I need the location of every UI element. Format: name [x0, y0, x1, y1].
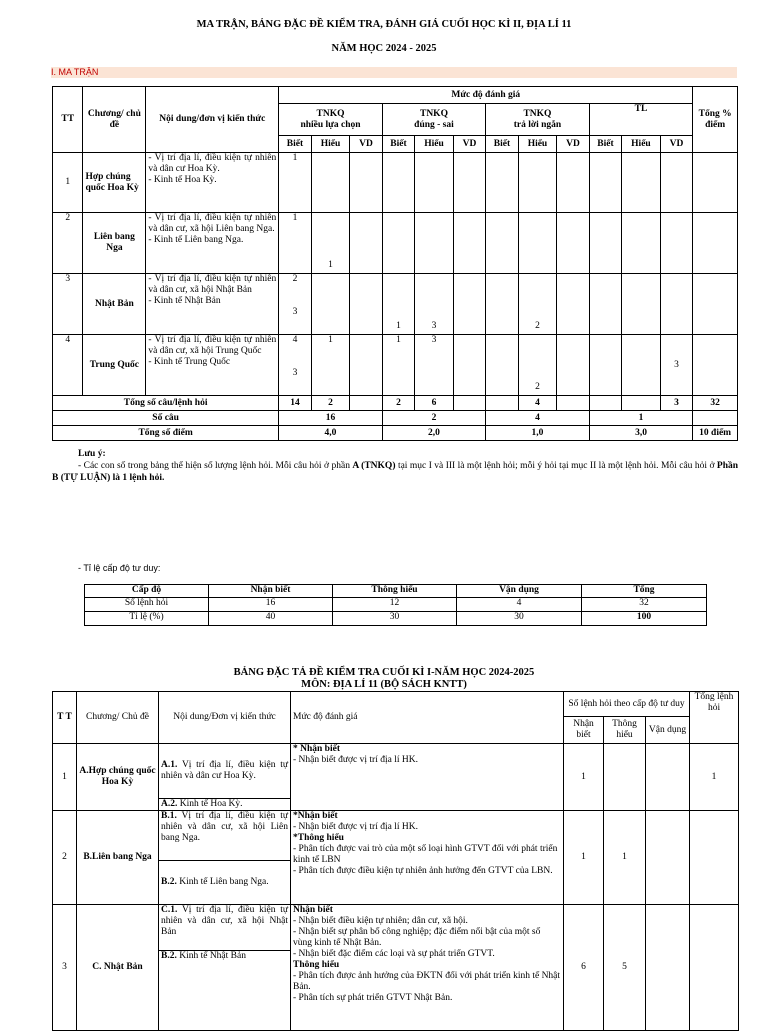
table-row: 2 Liên bang Nga - Vị trí địa lí, điều kiện tự nhiên và dân cư, xã hội Liên bang Nga. - Kinh tế Liên bang Nga. 1 1	[53, 213, 738, 274]
spec-header-chapter: Chương/ Chủ đề	[77, 692, 159, 744]
spec-table: T T Chương/ Chủ đề Nội dung/Đơn vị kiến thức Mức độ đánh giá Số lệnh hỏi theo cấp độ tư duy Tổng lệnh hỏi Nhận biết Thông hiểu Vận dụng 1 A.Hợp chúng quốc Hoa Kỳ A.1. Vị trí địa lí, điều kiện tự nhiên và dân cư Hoa Kỳ. * Nhận biết - Nhận biết được vị trí địa lí HK. 1 1 A.2. Kinh tế Hoa Kỳ. 2 B.Liên bang Nga B.1. Vị trí địa lí, điều kiện tự nhiên và dân cư, xã hội Liên bang Nga. *Nhận biết - Nhận biết được vị trí địa lí HK. *Thông hiểu - Phân tích được vai trò của một số loại hình GTVT đối với phát triển kinh tế LBN - Phân tích được điều kiện tự nhiên ảnh hưởng đến GTVT của LBN. 1 1 B.2. Kinh tế Liên bang Nga. 3 C. Nhật Bản C.1. Vị trí địa lí, điều kiện tự nhiên và dân cư, xã hội Nhật Bản Nhận biết - Nhận biết điều kiện tự nhiên; dân cư, xã hội. - Nhận biết sự phân bố công nghiệp; đặc điểm nổi bật của một số vùng kinh tế Nhật Bản. - Nhận biết đặc điểm các loại và sự phát triển GTVT. Thông hiểu - Phân tích được ảnh hưởng của ĐKTN đối với phát triển kinh tế Nhật Bản. - Phân tích sự phát triển GTVT Nhật Bản. 6 5 B.2. Kinh tế Nhật Bản	[52, 691, 739, 1031]
school-year: NĂM HỌC 2024 - 2025	[331, 43, 437, 54]
header-group-true-false: TNKQ đúng - sai	[382, 104, 485, 136]
note-block	[52, 448, 738, 484]
header-know: Biết	[382, 136, 414, 153]
header-know: Biết	[486, 136, 518, 153]
table-row: Tỉ lệ (%) 40 30 30 100	[85, 612, 707, 626]
header-group-short-answer: TNKQ trả lời ngắn	[486, 104, 589, 136]
spec-header-total: Tổng lệnh hỏi	[690, 692, 739, 744]
document-title: MA TRẬN, BẢNG ĐẶC ĐỀ KIỂM TRA, ĐÁNH GIÁ CUỐI HỌC KÌ II, ĐỊA LÍ 11	[196, 19, 572, 30]
header-content: Nội dung/đơn vị kiến thức	[146, 87, 279, 153]
section-matrix-heading: I. MA TRẬN	[51, 67, 737, 78]
header-understand: Hiểu	[622, 136, 661, 153]
header-chapter: Chương/ chủ đề	[83, 87, 146, 153]
table-row: 1 A.Hợp chúng quốc Hoa Kỳ A.1. Vị trí địa lí, điều kiện tự nhiên và dân cư Hoa Kỳ. * Nhận biết - Nhận biết được vị trí địa lí HK. 1 1	[53, 744, 739, 799]
header-total-percent: Tổng % điểm	[693, 87, 738, 153]
spec-header-content: Nội dung/Đơn vị kiến thức	[159, 692, 291, 744]
header-group-essay: TL	[589, 104, 693, 136]
ratio-label: - Tỉ lệ cấp độ tư duy:	[78, 563, 161, 573]
total-row: Tổng số câu/lệnh hỏi 14 2 2 6 4 3 32	[53, 396, 738, 411]
header-know: Biết	[589, 136, 621, 153]
table-row: 2 B.Liên bang Nga B.1. Vị trí địa lí, điều kiện tự nhiên và dân cư, xã hội Liên bang Nga. *Nhận biết - Nhận biết được vị trí địa lí HK. *Thông hiểu - Phân tích được vai trò của một số loại hình GTVT đối với phát triển kinh tế LBN - Phân tích được điều kiện tự nhiên ảnh hưởng đến GTVT của LBN. 1 1	[53, 811, 739, 861]
question-count-row: Số câu 16 2 4 1	[53, 411, 738, 426]
ratio-table: Cấp độ Nhận biết Thông hiểu Vận dụng Tổng Số lệnh hỏi 16 12 4 32 Tỉ lệ (%) 40 30 30 100	[84, 584, 707, 626]
header-group-mcq: TNKQ nhiều lựa chọn	[279, 104, 382, 136]
header-understand: Hiểu	[311, 136, 350, 153]
score-row: Tổng số điểm 4,0 2,0 1,0 3,0 10 điểm	[53, 426, 738, 441]
spec-header-count: Số lệnh hỏi theo cấp độ tư duy	[564, 692, 690, 717]
table-row: 4 Trung Quốc - Vị trí địa lí, điều kiện tự nhiên và dân cư, xã hội Trung Quốc - Kinh tế Trung Quốc 4 3 1 1 3 2 3	[53, 335, 738, 396]
spec-subtitle: MÔN: ĐỊA LÍ 11 (BỘ SÁCH KNTT)	[301, 679, 467, 690]
note-text: - Các con số trong bảng thể hiện số lượng lệnh hỏi. Mỗi câu hỏi ở phần A (TNKQ) tại mục I và III là một lệnh hỏi; mỗi ý hỏi tại mục II là một lệnh hỏi. Mỗi câu hỏi ở Phần B (TỰ LUẬN) là 1 lệnh hỏi.	[52, 461, 739, 483]
header-tt: TT	[53, 87, 83, 153]
table-row: 1 Hợp chúng quốc Hoa Kỳ - Vị trí địa lí, điều kiện tự nhiên và dân cư Hoa Kỳ. - Kinh tế Hoa Kỳ. 1	[53, 153, 738, 213]
spec-title: BẢNG ĐẶC TẢ ĐỀ KIỂM TRA CUỐI KÌ I-NĂM HỌC 2024-2025	[233, 667, 535, 678]
header-understand: Hiểu	[518, 136, 557, 153]
matrix-table	[52, 86, 738, 441]
header-know: Biết	[279, 136, 311, 153]
header-apply: VD	[660, 136, 693, 153]
note-label: Lưu ý:	[78, 449, 106, 459]
spec-header-assessment: Mức độ đánh giá	[291, 692, 564, 744]
header-apply: VD	[350, 136, 382, 153]
spec-header-tt: T T	[53, 692, 77, 744]
table-row: 3 Nhật Bản - Vị trí địa lí, điều kiện tự nhiên và dân cư, xã hội Nhật Bản - Kinh tế Nhật Bản 2 3 1 3 2	[53, 274, 738, 335]
header-apply: VD	[453, 136, 485, 153]
header-assessment-level: Mức độ đánh giá	[279, 87, 693, 104]
table-row: Số lệnh hỏi 16 12 4 32	[85, 598, 707, 612]
table-row: 3 C. Nhật Bản C.1. Vị trí địa lí, điều kiện tự nhiên và dân cư, xã hội Nhật Bản Nhận biết - Nhận biết điều kiện tự nhiên; dân cư, xã hội. - Nhận biết sự phân bố công nghiệp; đặc điểm nổi bật của một số vùng kinh tế Nhật Bản. - Nhận biết đặc điểm các loại và sự phát triển GTVT. Thông hiểu - Phân tích được ảnh hưởng của ĐKTN đối với phát triển kinh tế Nhật Bản. - Phân tích sự phát triển GTVT Nhật Bản. 6 5	[53, 905, 739, 951]
header-understand: Hiểu	[415, 136, 454, 153]
header-apply: VD	[557, 136, 589, 153]
